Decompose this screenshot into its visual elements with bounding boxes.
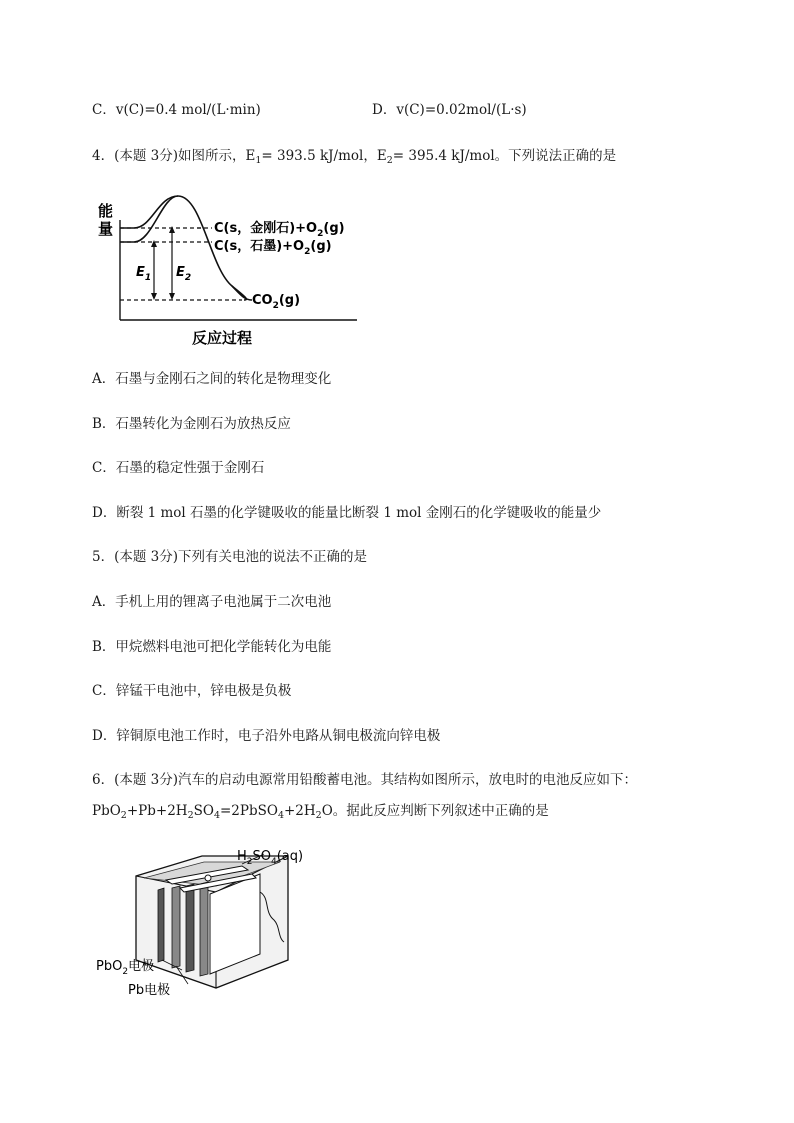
pbo2-label-text: PbO: [96, 959, 123, 974]
acid-sub-2: 4: [271, 857, 277, 867]
q4-e1-value: = 393.5 kJ/mol，E: [261, 148, 387, 164]
product-label-tail: (g): [278, 293, 301, 308]
x-label: 反应过程: [192, 329, 253, 347]
diamond-label-sub: 2: [317, 229, 324, 239]
eq-part: PbO: [92, 803, 121, 819]
q4-option-c: C．石墨的稳定性强于金刚石: [92, 460, 265, 476]
y-label-2: 量: [98, 220, 114, 238]
eq-part: =2PbSO: [219, 803, 278, 819]
y-label-1: 能: [98, 202, 114, 220]
acid-label-h: H: [237, 849, 247, 864]
acid-label-aq: (aq): [276, 849, 304, 864]
energy-diagram: [92, 190, 372, 350]
e1-label-text: E: [136, 265, 145, 280]
q4-e2-value: = 395.4 kJ/mol。下列说法正确的是: [392, 148, 617, 164]
product-label-sub: 2: [272, 301, 279, 311]
plate: [186, 884, 194, 972]
e2-label-sub: 2: [184, 273, 192, 283]
q5-stem: 5．(本题 3分)下列有关电池的说法不正确的是: [92, 549, 368, 565]
eq-part: +2H: [283, 803, 316, 819]
plate: [200, 882, 208, 976]
pb-label: Pb电极: [128, 983, 171, 998]
terminal-post: [205, 875, 211, 881]
e2-label-text: E: [176, 265, 185, 280]
product-label-text: CO: [252, 293, 273, 308]
e1-label-sub: 1: [144, 273, 152, 283]
pbo2-label: [96, 958, 154, 977]
eq-sub: 2: [120, 810, 127, 821]
curve-tail: [232, 286, 252, 300]
graphite-label-tail: (g): [310, 239, 332, 254]
q4-e1-subscript: 1: [255, 155, 262, 166]
q4-stem-text: 4．(本题 3分)如图所示，E: [92, 148, 256, 164]
pbo2-label-tail: 电极: [128, 959, 155, 974]
plate: [158, 888, 164, 962]
eq-sub: 4: [213, 810, 220, 821]
q5-option-d: D．锌铜原电池工作时，电子沿外电路从铜电极流向锌电极: [92, 728, 441, 744]
acid-sub-1: 2: [246, 857, 253, 867]
eq-sub: 2: [187, 810, 194, 821]
q6-equation: [92, 802, 549, 820]
eq-sub: 2: [315, 810, 322, 821]
e1-label: [136, 265, 151, 283]
plate: [172, 886, 180, 968]
acid-label: [237, 849, 303, 867]
q5-option-c: C．锌锰干电池中，锌电极是负极: [92, 683, 292, 699]
q6-stem: 6．(本题 3分)汽车的启动电源常用铅酸蓄电池。其结构如图所示，放电时的电池反应如下：: [92, 772, 638, 788]
q3-option-c: C．v(C)=0.4 mol/(L·min): [92, 102, 261, 118]
pbo2-label-sub: 2: [122, 967, 129, 977]
eq-part: O。据此反应判断下列叙述中正确的是: [321, 803, 549, 819]
graphite-label: [214, 238, 332, 257]
q4-stem: [92, 147, 616, 165]
q5-option-b: B．甲烷燃料电池可把化学能转化为电能: [92, 639, 332, 655]
q5-option-a: A．手机上用的锂离子电池属于二次电池: [92, 594, 332, 610]
eq-part: +Pb+2H: [126, 803, 188, 819]
graphite-label-text: C(s，石墨)+O: [214, 239, 305, 254]
battery-diagram-svg: [92, 842, 352, 1004]
e2-label: [176, 265, 191, 283]
diamond-label: [214, 220, 345, 239]
q4-option-b: B．石墨转化为金刚石为放热反应: [92, 416, 291, 432]
q4-e2-subscript: 2: [386, 155, 393, 166]
battery-diagram: [92, 842, 352, 1004]
energy-diagram-svg: [92, 190, 372, 350]
diamond-label-text: C(s，金刚石)+O: [214, 221, 318, 236]
q3-option-d: D．v(C)=0.02mol/(L·s): [372, 102, 527, 118]
product-label: [252, 293, 300, 311]
acid-label-so: SO: [252, 849, 271, 864]
diamond-label-tail: (g): [323, 221, 345, 236]
eq-part: SO: [193, 803, 214, 819]
q4-option-a: A．石墨与金刚石之间的转化是物理变化: [92, 371, 332, 387]
eq-sub: 4: [277, 810, 284, 821]
graphite-label-sub: 2: [304, 247, 311, 257]
q4-option-d: D．断裂 1 mol 石墨的化学键吸收的能量比断裂 1 mol 金刚石的化学键吸收的能量少: [92, 505, 602, 521]
